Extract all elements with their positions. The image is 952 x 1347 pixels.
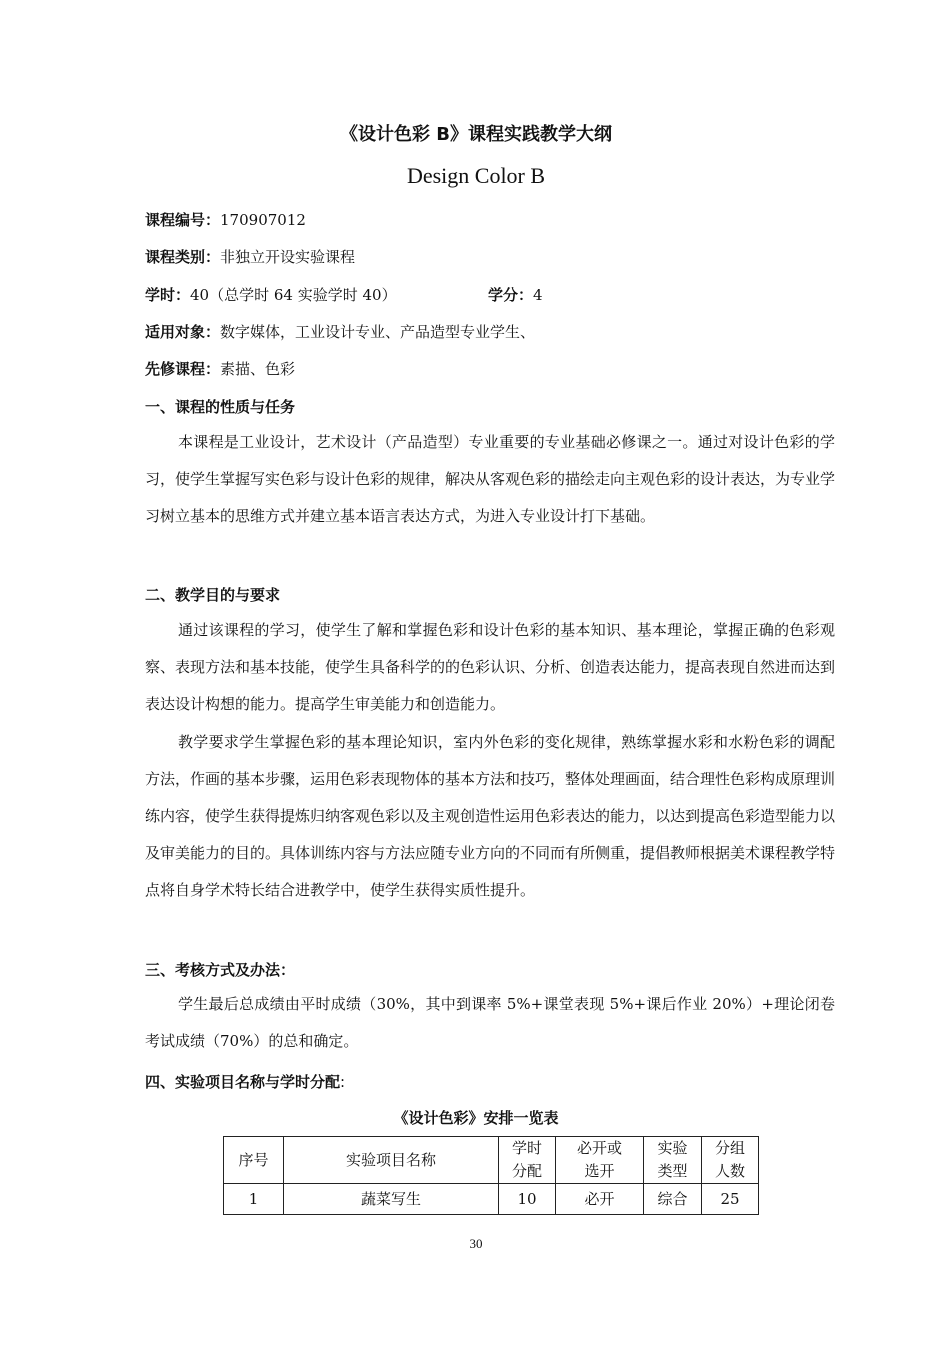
audience-value: 数字媒体，工业设计专业、产品造型专业学生、 bbox=[220, 323, 536, 341]
header-type-line1: 实验 bbox=[657, 1139, 688, 1157]
prerequisite-label: 先修课程： bbox=[145, 360, 221, 378]
header-hours-line1: 学时 bbox=[511, 1139, 542, 1157]
section-4-heading bbox=[145, 1071, 345, 1092]
course-code-label: 课程编号： bbox=[145, 211, 221, 229]
hours-label: 学时： bbox=[145, 286, 191, 304]
hours-value: 40（总学时 64 实验学时 40） bbox=[190, 286, 397, 304]
cell-index: 1 bbox=[224, 1184, 284, 1215]
credits-value: 4 bbox=[533, 286, 543, 304]
header-type-line2: 类型 bbox=[657, 1162, 688, 1180]
section-1-heading: 一、课程的性质与任务 bbox=[145, 398, 296, 416]
section-2-heading: 二、教学目的与要求 bbox=[145, 586, 281, 604]
schedule-table bbox=[223, 1136, 759, 1215]
header-name: 实验项目名称 bbox=[284, 1137, 499, 1184]
prerequisite-value: 素描、色彩 bbox=[220, 360, 296, 378]
course-code-value: 170907012 bbox=[220, 211, 306, 229]
header-hours-line2: 分配 bbox=[511, 1162, 542, 1180]
section-2-paragraph-1: 通过该课程的学习，使学生了解和掌握色彩和设计色彩的基本知识、基本理论，掌握正确的色彩观察、表现方法和基本技能，使学生具备科学的的色彩认识、分析、创造表达能力，提高表现自然进而达到表达设计构想的能力。提高学生审美能力和创造能力。 bbox=[145, 621, 836, 713]
cell-group: 25 bbox=[702, 1184, 759, 1215]
section-3-heading: 三、考核方式及办法： bbox=[145, 961, 296, 979]
audience-label: 适用对象： bbox=[145, 323, 221, 341]
header-index: 序号 bbox=[224, 1137, 284, 1184]
course-hours-line bbox=[145, 284, 397, 305]
course-category-label: 课程类别： bbox=[145, 248, 221, 266]
cell-required: 必开 bbox=[556, 1184, 644, 1215]
course-category-line bbox=[145, 246, 355, 267]
section-2-paragraph-2: 教学要求学生掌握色彩的基本理论知识，室内外色彩的变化规律，熟练掌握水彩和水粉色彩的调配方法，作画的基本步骤，运用色彩表现物体的基本方法和技巧，整体处理画面，结合理性色彩构成原理训练内容，使学生获得提炼归纳客观色彩以及主观创造性运用色彩表达的能力，以达到提高色彩造型能力以及审美能力的目的。具体训练内容与方法应随专业方向的不同而有所侧重，提倡教师根据美术课程教学特点将自身学术特长结合进教学中，使学生获得实质性提升。 bbox=[145, 733, 836, 899]
cell-type: 综合 bbox=[644, 1184, 702, 1215]
header-hours bbox=[499, 1137, 556, 1184]
cell-hours: 10 bbox=[499, 1184, 556, 1215]
course-category-value: 非独立开设实验课程 bbox=[220, 248, 356, 266]
course-code-line bbox=[145, 209, 306, 230]
section-3-paragraph: 学生最后总成绩由平时成绩（30%，其中到课率 5%+课堂表现 5%+课后作业 20%）+理论闭卷考试成绩（70%）的总和确定。 bbox=[145, 995, 835, 1050]
header-group bbox=[702, 1137, 759, 1184]
course-credits-line bbox=[488, 284, 543, 305]
section-1-paragraph: 本课程是工业设计，艺术设计（产品造型）专业重要的专业基础必修课之一。通过对设计色彩的学习，使学生掌握写实色彩与设计色彩的规律，解决从客观色彩的描绘走向主观色彩的设计表达，为专业学习树立基本的思维方式并建立基本语言表达方式，为进入专业设计打下基础。 bbox=[145, 433, 836, 525]
header-type bbox=[644, 1137, 702, 1184]
document-subtitle: Design Color B bbox=[406, 163, 546, 188]
document-title: 《设计色彩 B》课程实践教学大纲 bbox=[340, 124, 612, 145]
cell-name: 蔬菜写生 bbox=[284, 1184, 499, 1215]
header-required-line1: 必开或 bbox=[576, 1139, 622, 1157]
header-group-line2: 人数 bbox=[714, 1162, 745, 1180]
table-title: 《设计色彩》安排一览表 bbox=[393, 1109, 559, 1127]
credits-label: 学分： bbox=[488, 286, 534, 304]
table-header-row bbox=[224, 1137, 759, 1184]
audience-line bbox=[145, 321, 535, 342]
prerequisite-line bbox=[145, 358, 295, 379]
page-number: 30 bbox=[469, 1236, 483, 1251]
header-required-line2: 选开 bbox=[584, 1162, 615, 1180]
header-group-line1: 分组 bbox=[714, 1139, 745, 1157]
table-row bbox=[224, 1184, 759, 1215]
section-4-heading-text: 四、实验项目名称与学时分配 bbox=[145, 1073, 341, 1091]
header-required bbox=[556, 1137, 644, 1184]
section-4-heading-colon: : bbox=[340, 1073, 346, 1091]
